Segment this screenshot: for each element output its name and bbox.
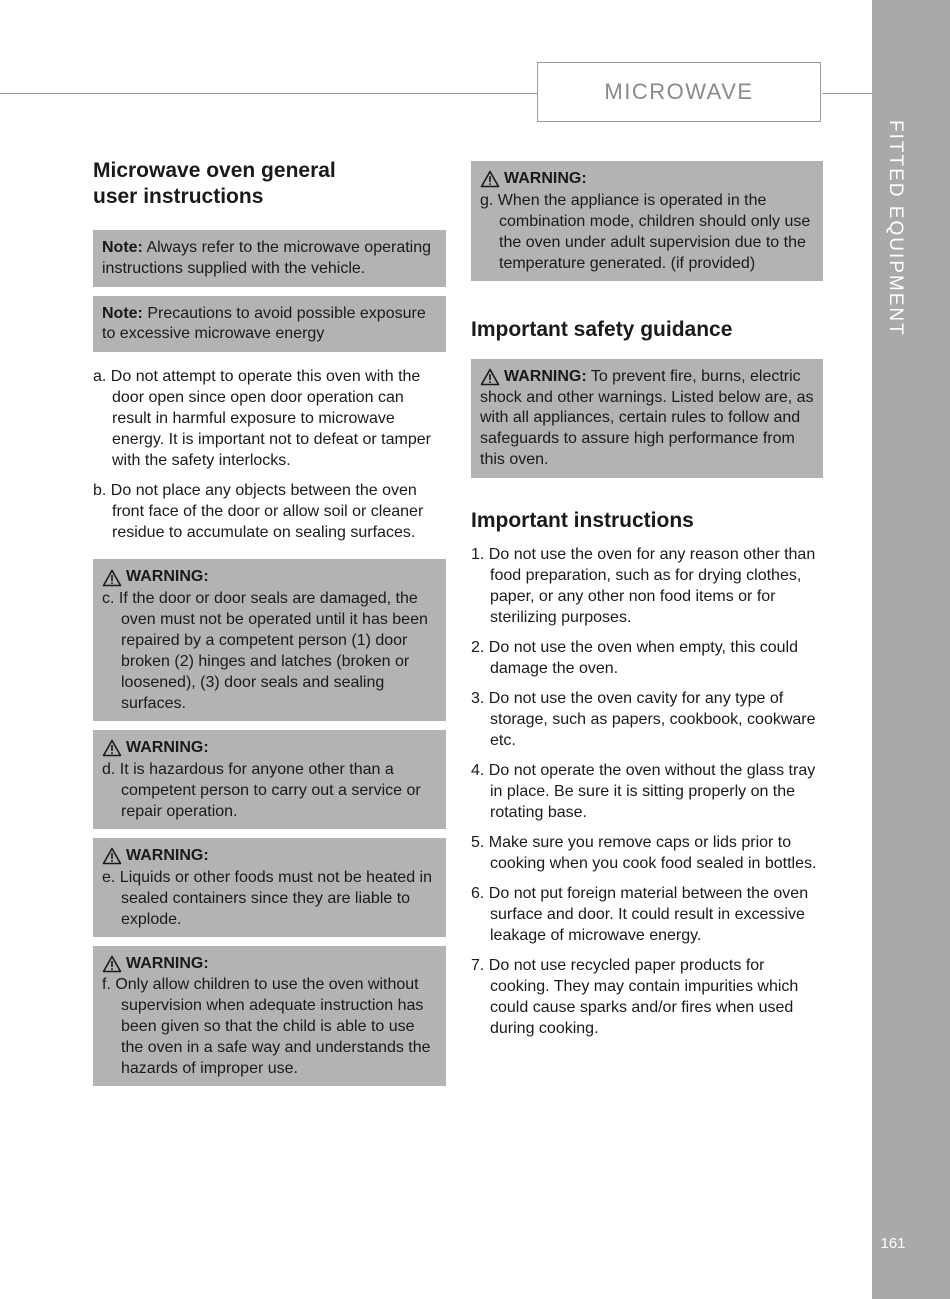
safety-guidance-heading: Important safety guidance — [471, 317, 733, 341]
note-box-1 — [93, 230, 446, 287]
warning-triangle-icon — [102, 569, 122, 587]
note-box-2 — [93, 296, 446, 353]
warning-box-e — [93, 838, 446, 937]
warning-label: WARNING: — [504, 367, 587, 385]
warning-triangle-icon — [102, 847, 122, 865]
left-column — [93, 158, 446, 1086]
note-text: Precautions to avoid possible exposure to excessive microwave energy — [102, 304, 426, 343]
warning-heading — [102, 738, 437, 759]
list-item: 4. Do not operate the oven without the glass tray in place. Be sure it is sitting properly on the rotating base. — [471, 761, 816, 821]
list-item: 5. Make sure you remove caps or lids prior to cooking when you cook food sealed in bottles. — [471, 833, 817, 872]
warning-heading — [102, 846, 437, 867]
list-item-e: e. Liquids or other foods must not be heated in sealed containers since they are liable to explode. — [102, 868, 432, 928]
warning-box-f — [93, 946, 446, 1087]
list-item-g: g. When the appliance is operated in the combination mode, children should only use the oven under adult supervision due to the temperature generated. (if provided) — [480, 191, 811, 272]
safety-warning-text: To prevent fire, burns, electric shock and other warnings. Listed below are, as with all appliances, certain rules to follow and safeguards to assure high performance from this oven. — [480, 367, 814, 468]
instructions-heading: Important instructions — [471, 508, 694, 532]
list-item: 6. Do not put foreign material between the oven surface and door. It could result in excessive leakage of microwave energy. — [471, 884, 809, 944]
warning-triangle-icon — [102, 739, 122, 757]
list-item-c: c. If the door or door seals are damaged, the oven must not be operated until it has been repaired by a competent person (1) door broken (2) hinges and latches (broken or loosened), (3) door seals and sealing surfaces. — [102, 589, 428, 712]
warning-box-c — [93, 559, 446, 721]
list-item-d: d. It is hazardous for anyone other than a competent person to carry out a service or repair operation. — [102, 760, 421, 820]
list-item: 1. Do not use the oven for any reason other than food preparation, such as for drying clothes, paper, or any other non food items or for sterilizing purposes. — [471, 545, 816, 626]
warning-triangle-icon — [480, 368, 500, 386]
right-column — [471, 161, 823, 1039]
heading-line-2: user instructions — [93, 185, 264, 208]
note-label: Note: — [102, 304, 143, 322]
safety-warning-box — [471, 359, 823, 478]
warning-heading — [480, 367, 587, 388]
list-item-f: f. Only allow children to use the oven without supervision when adequate instruction has been given so that the child is able to use the oven in a safe way and understands the hazards of improper use. — [102, 976, 431, 1078]
header-rule-left — [0, 93, 537, 94]
page-number: 161 — [880, 1234, 906, 1252]
warning-label: WARNING: — [126, 846, 209, 864]
warning-box-d — [93, 730, 446, 829]
list-item: 3. Do not use the oven cavity for any type of storage, such as papers, cookbook, cookware etc. — [471, 689, 816, 749]
note-label: Note: — [102, 239, 143, 256]
warning-triangle-icon — [480, 170, 500, 188]
list-item-a: a. Do not attempt to operate this oven with the door open since open door operation can result in harmful exposure to microwave energy. It is important not to defeat or tamper with the safety interlocks. — [93, 368, 431, 470]
warning-heading — [102, 567, 437, 588]
list-item: 2. Do not use the oven when empty, this could damage the oven. — [471, 638, 799, 677]
side-tab-label: FITTED EQUIPMENT — [885, 120, 906, 337]
warning-box-g — [471, 161, 823, 281]
warning-label: WARNING: — [126, 954, 209, 972]
section-title: MICROWAVE — [537, 62, 821, 122]
instructions-list — [471, 544, 823, 1039]
warning-heading — [102, 954, 437, 975]
warning-triangle-icon — [102, 955, 122, 973]
heading-line-1: Microwave oven general — [93, 159, 336, 182]
warning-label: WARNING: — [126, 568, 209, 586]
list-item-b: b. Do not place any objects between the oven front face of the door or allow soil or cleaner residue to accumulate on sealing surfaces. — [93, 482, 424, 542]
note-text: Always refer to the microwave operating instructions supplied with the vehicle. — [102, 239, 432, 277]
warning-label: WARNING: — [504, 170, 587, 187]
section-heading — [93, 158, 446, 210]
list-item: 7. Do not use recycled paper products for cooking. They may contain impurities which could cause sparks and/or fires when used during cooking. — [471, 956, 799, 1037]
header-rule-right — [822, 93, 872, 94]
warning-heading — [480, 169, 814, 190]
warning-label: WARNING: — [126, 738, 209, 756]
